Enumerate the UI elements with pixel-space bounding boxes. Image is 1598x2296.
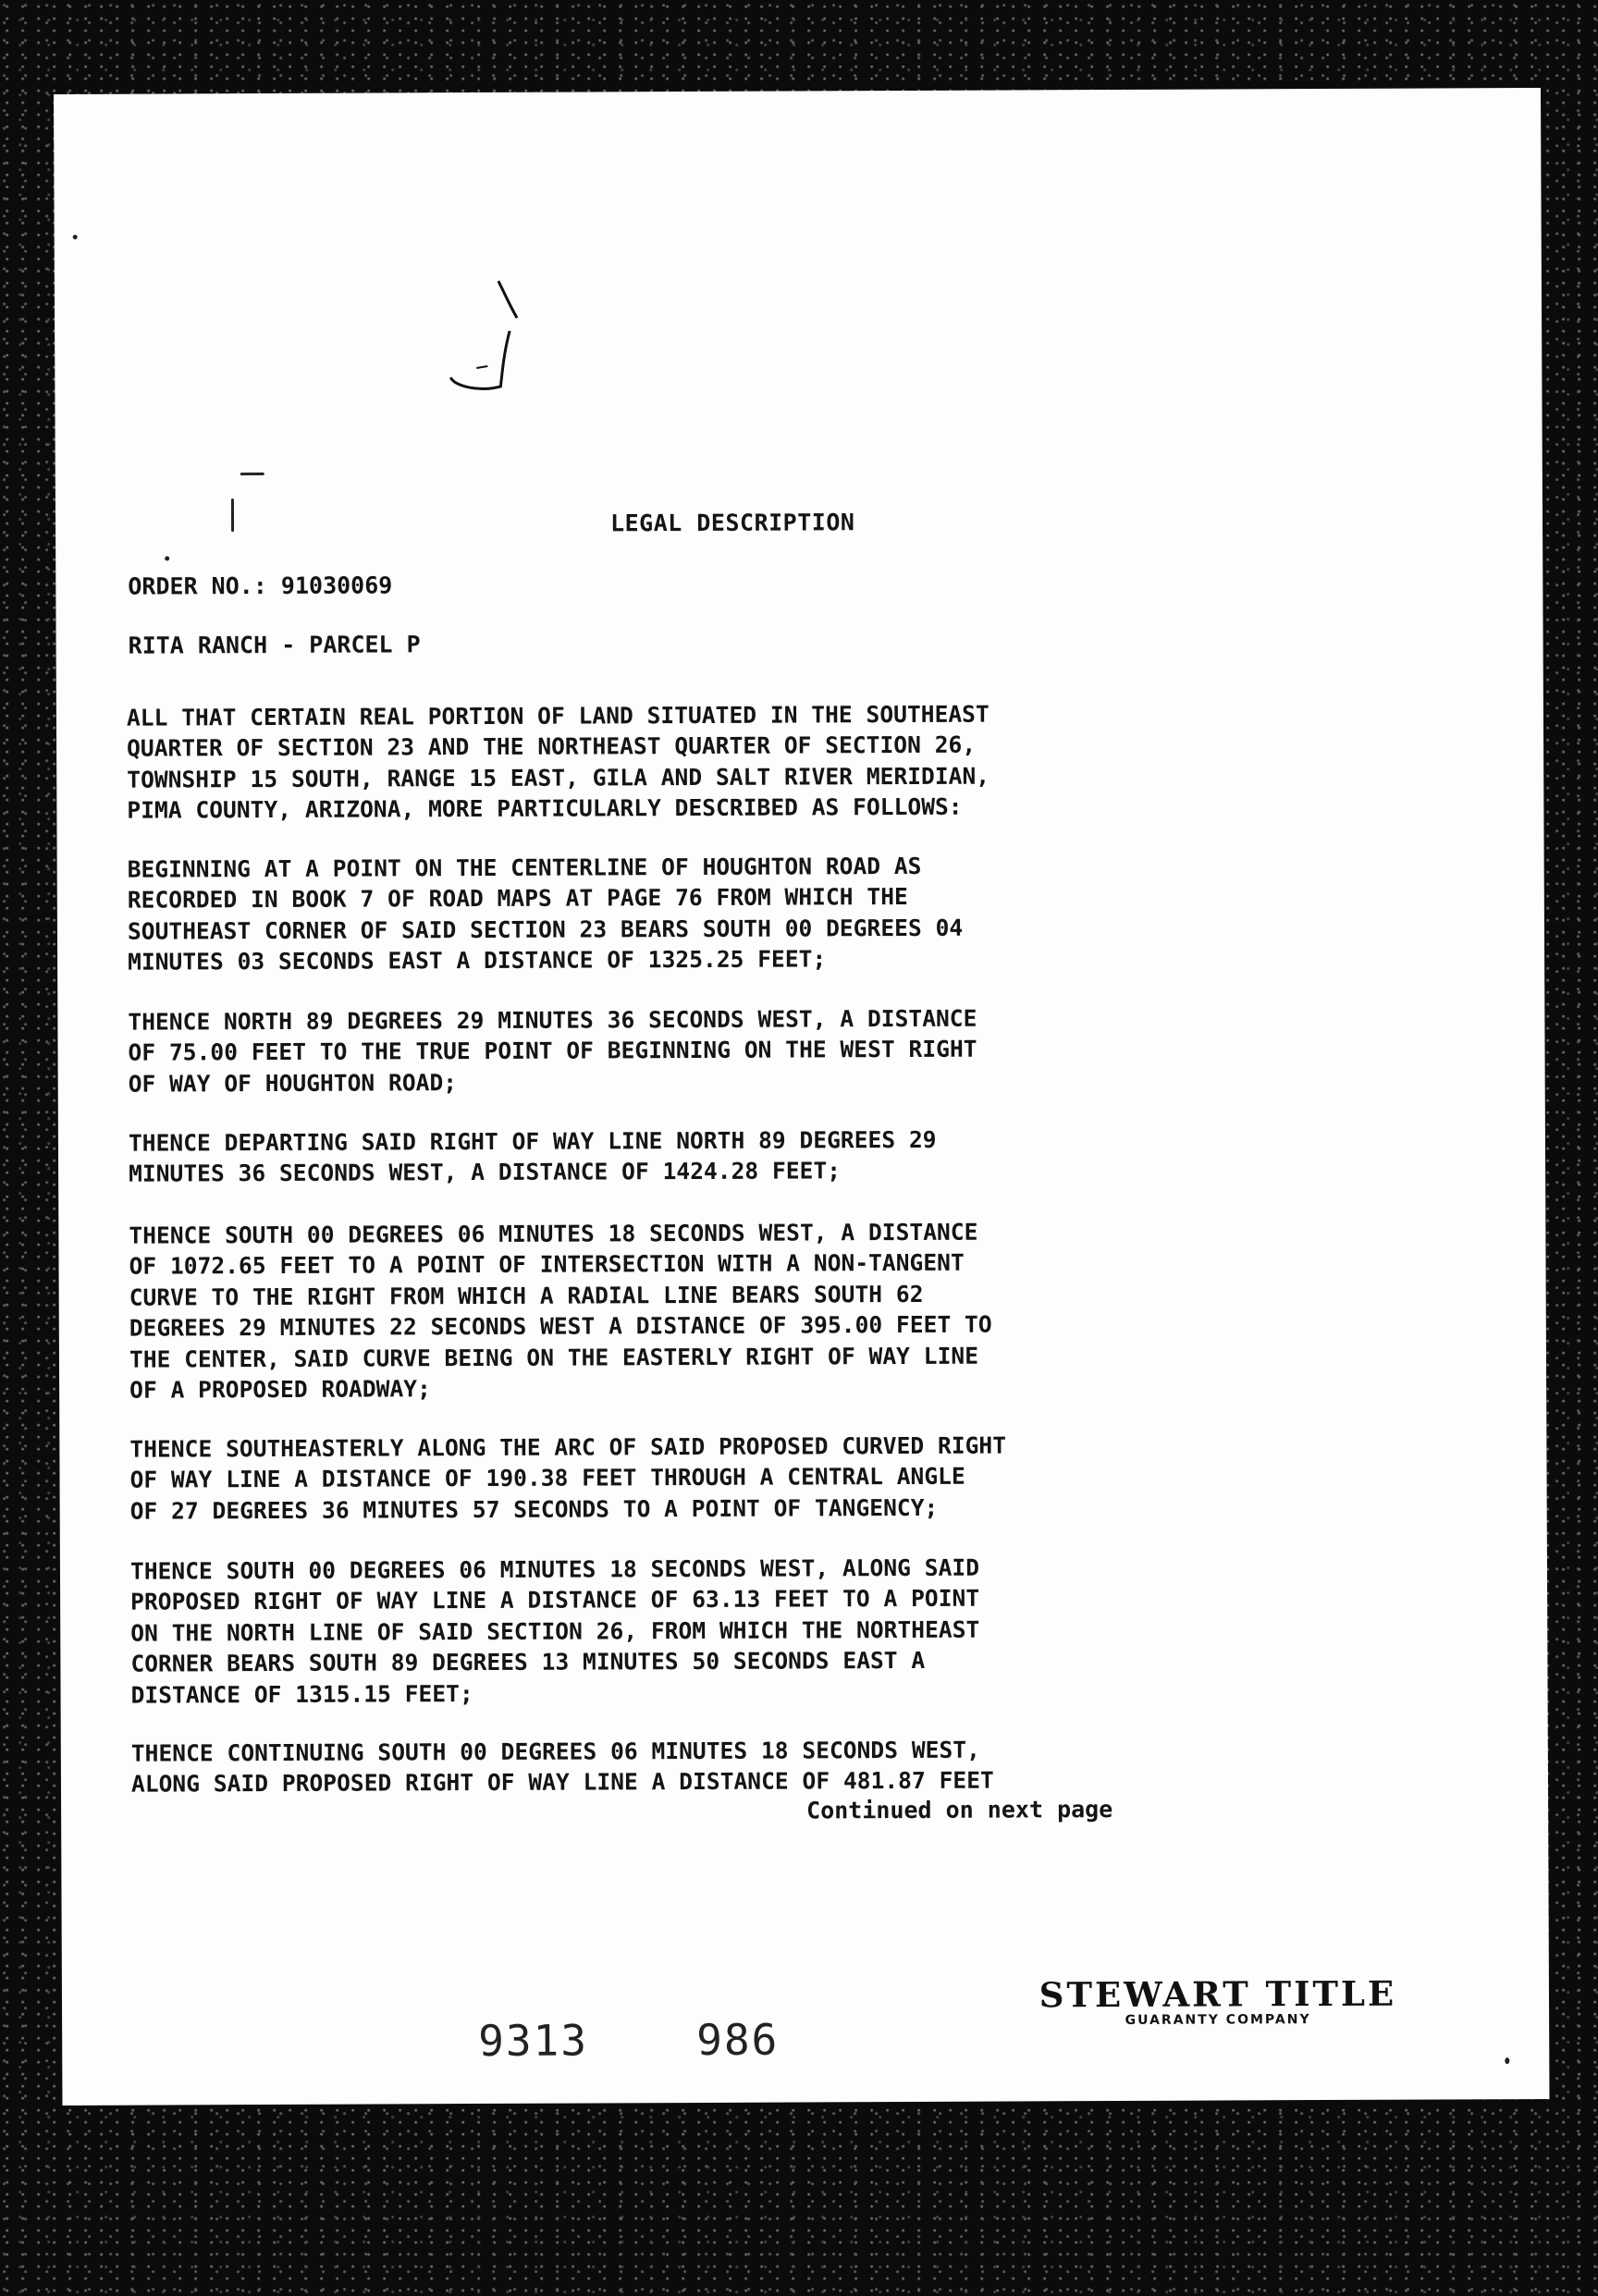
parcel-name: RITA RANCH - PARCEL P xyxy=(128,631,421,659)
document-body xyxy=(54,88,1549,2106)
paragraph-call-3: THENCE SOUTH 00 DEGREES 06 MINUTES 18 SECONDS WEST, A DISTANCE OF 1072.65 FEET TO A POINT OF INTERSECTION WITH A NON-TANGENT CURVE TO THE RIGHT FROM WHICH A RADIAL LINE BEARS SOUTH 62 DEGREES 29 MINUTES 22 SECONDS WEST A DISTANCE OF 395.00 FEET TO THE CENTER, SAID CURVE BEING ON THE EASTERLY RIGHT OF WAY LINE OF A PROPOSED ROADWAY; xyxy=(129,1218,992,1404)
speck xyxy=(240,473,264,475)
document-page xyxy=(54,88,1549,2106)
speck xyxy=(231,498,234,532)
continued-note: Continued on next page xyxy=(806,1796,1113,1824)
recording-stamp-right: 986 xyxy=(696,2014,780,2065)
recording-stamp-left: 9313 xyxy=(478,2015,589,2067)
paragraph-call-2: THENCE DEPARTING SAID RIGHT OF WAY LINE NORTH 89 DEGREES 29 MINUTES 36 SECONDS WEST, A DISTANCE OF 1424.28 FEET; xyxy=(128,1125,937,1188)
paragraph-call-4: THENCE SOUTHEASTERLY ALONG THE ARC OF SAID PROPOSED CURVED RIGHT OF WAY LINE A DISTANCE OF 190.38 FEET THROUGH A CENTRAL ANGLE OF 27 DEGREES 36 MINUTES 57 SECONDS TO A POINT OF TANGENCY; xyxy=(129,1431,1007,1525)
paragraph-call-6: THENCE CONTINUING SOUTH 00 DEGREES 06 MINUTES 18 SECONDS WEST, ALONG SAID PROPOSED RIGHT OF WAY LINE A DISTANCE OF 481.87 FEET xyxy=(130,1736,994,1799)
speck xyxy=(1505,2057,1509,2064)
paragraph-beginning: BEGINNING AT A POINT ON THE CENTERLINE OF HOUGHTON ROAD AS RECORDED IN BOOK 7 OF ROAD MAPS AT PAGE 76 FROM WHICH THE SOUTHEAST CORNER OF SAID SECTION 23 BEARS SOUTH 00 DEGREES 04 MINUTES 03 SECONDS EAST A DISTANCE OF 1325.25 FEET; xyxy=(127,852,964,976)
paragraph-intro: ALL THAT CERTAIN REAL PORTION OF LAND SITUATED IN THE SOUTHEAST QUARTER OF SECTION 23 AND THE NORTHEAST QUARTER OF SECTION 26, TOWNSHIP 15 SOUTH, RANGE 15 EAST, GILA AND SALT RIVER MERIDIAN, PIMA COUNTY, ARIZONA, MORE PARTICULARLY DESCRIBED AS FOLLOWS: xyxy=(126,700,990,824)
document-title: LEGAL DESCRIPTION xyxy=(609,509,855,537)
paragraph-call-1: THENCE NORTH 89 DEGREES 29 MINUTES 36 SECONDS WEST, A DISTANCE OF 75.00 FEET TO THE TRUE POINT OF BEGINNING ON THE WEST RIGHT OF WAY OF HOUGHTON ROAD; xyxy=(128,1004,977,1098)
company-logo xyxy=(1014,1973,1421,2029)
speck xyxy=(165,556,169,560)
handwritten-mark xyxy=(387,277,573,417)
speck xyxy=(73,235,78,239)
logo-name: STEWART TITLE xyxy=(1039,1972,1397,2016)
order-number: ORDER NO.: 91030069 xyxy=(128,571,393,600)
logo-subtitle: GUARANTY COMPANY xyxy=(1125,2012,1311,2028)
paragraph-call-5: THENCE SOUTH 00 DEGREES 06 MINUTES 18 SECONDS WEST, ALONG SAID PROPOSED RIGHT OF WAY LINE A DISTANCE OF 63.13 FEET TO A POINT ON THE NORTH LINE OF SAID SECTION 26, FROM WHICH THE NORTHEAST CORNER BEARS SOUTH 89 DEGREES 13 MINUTES 50 SECONDS EAST A DISTANCE OF 1315.15 FEET; xyxy=(129,1553,980,1709)
